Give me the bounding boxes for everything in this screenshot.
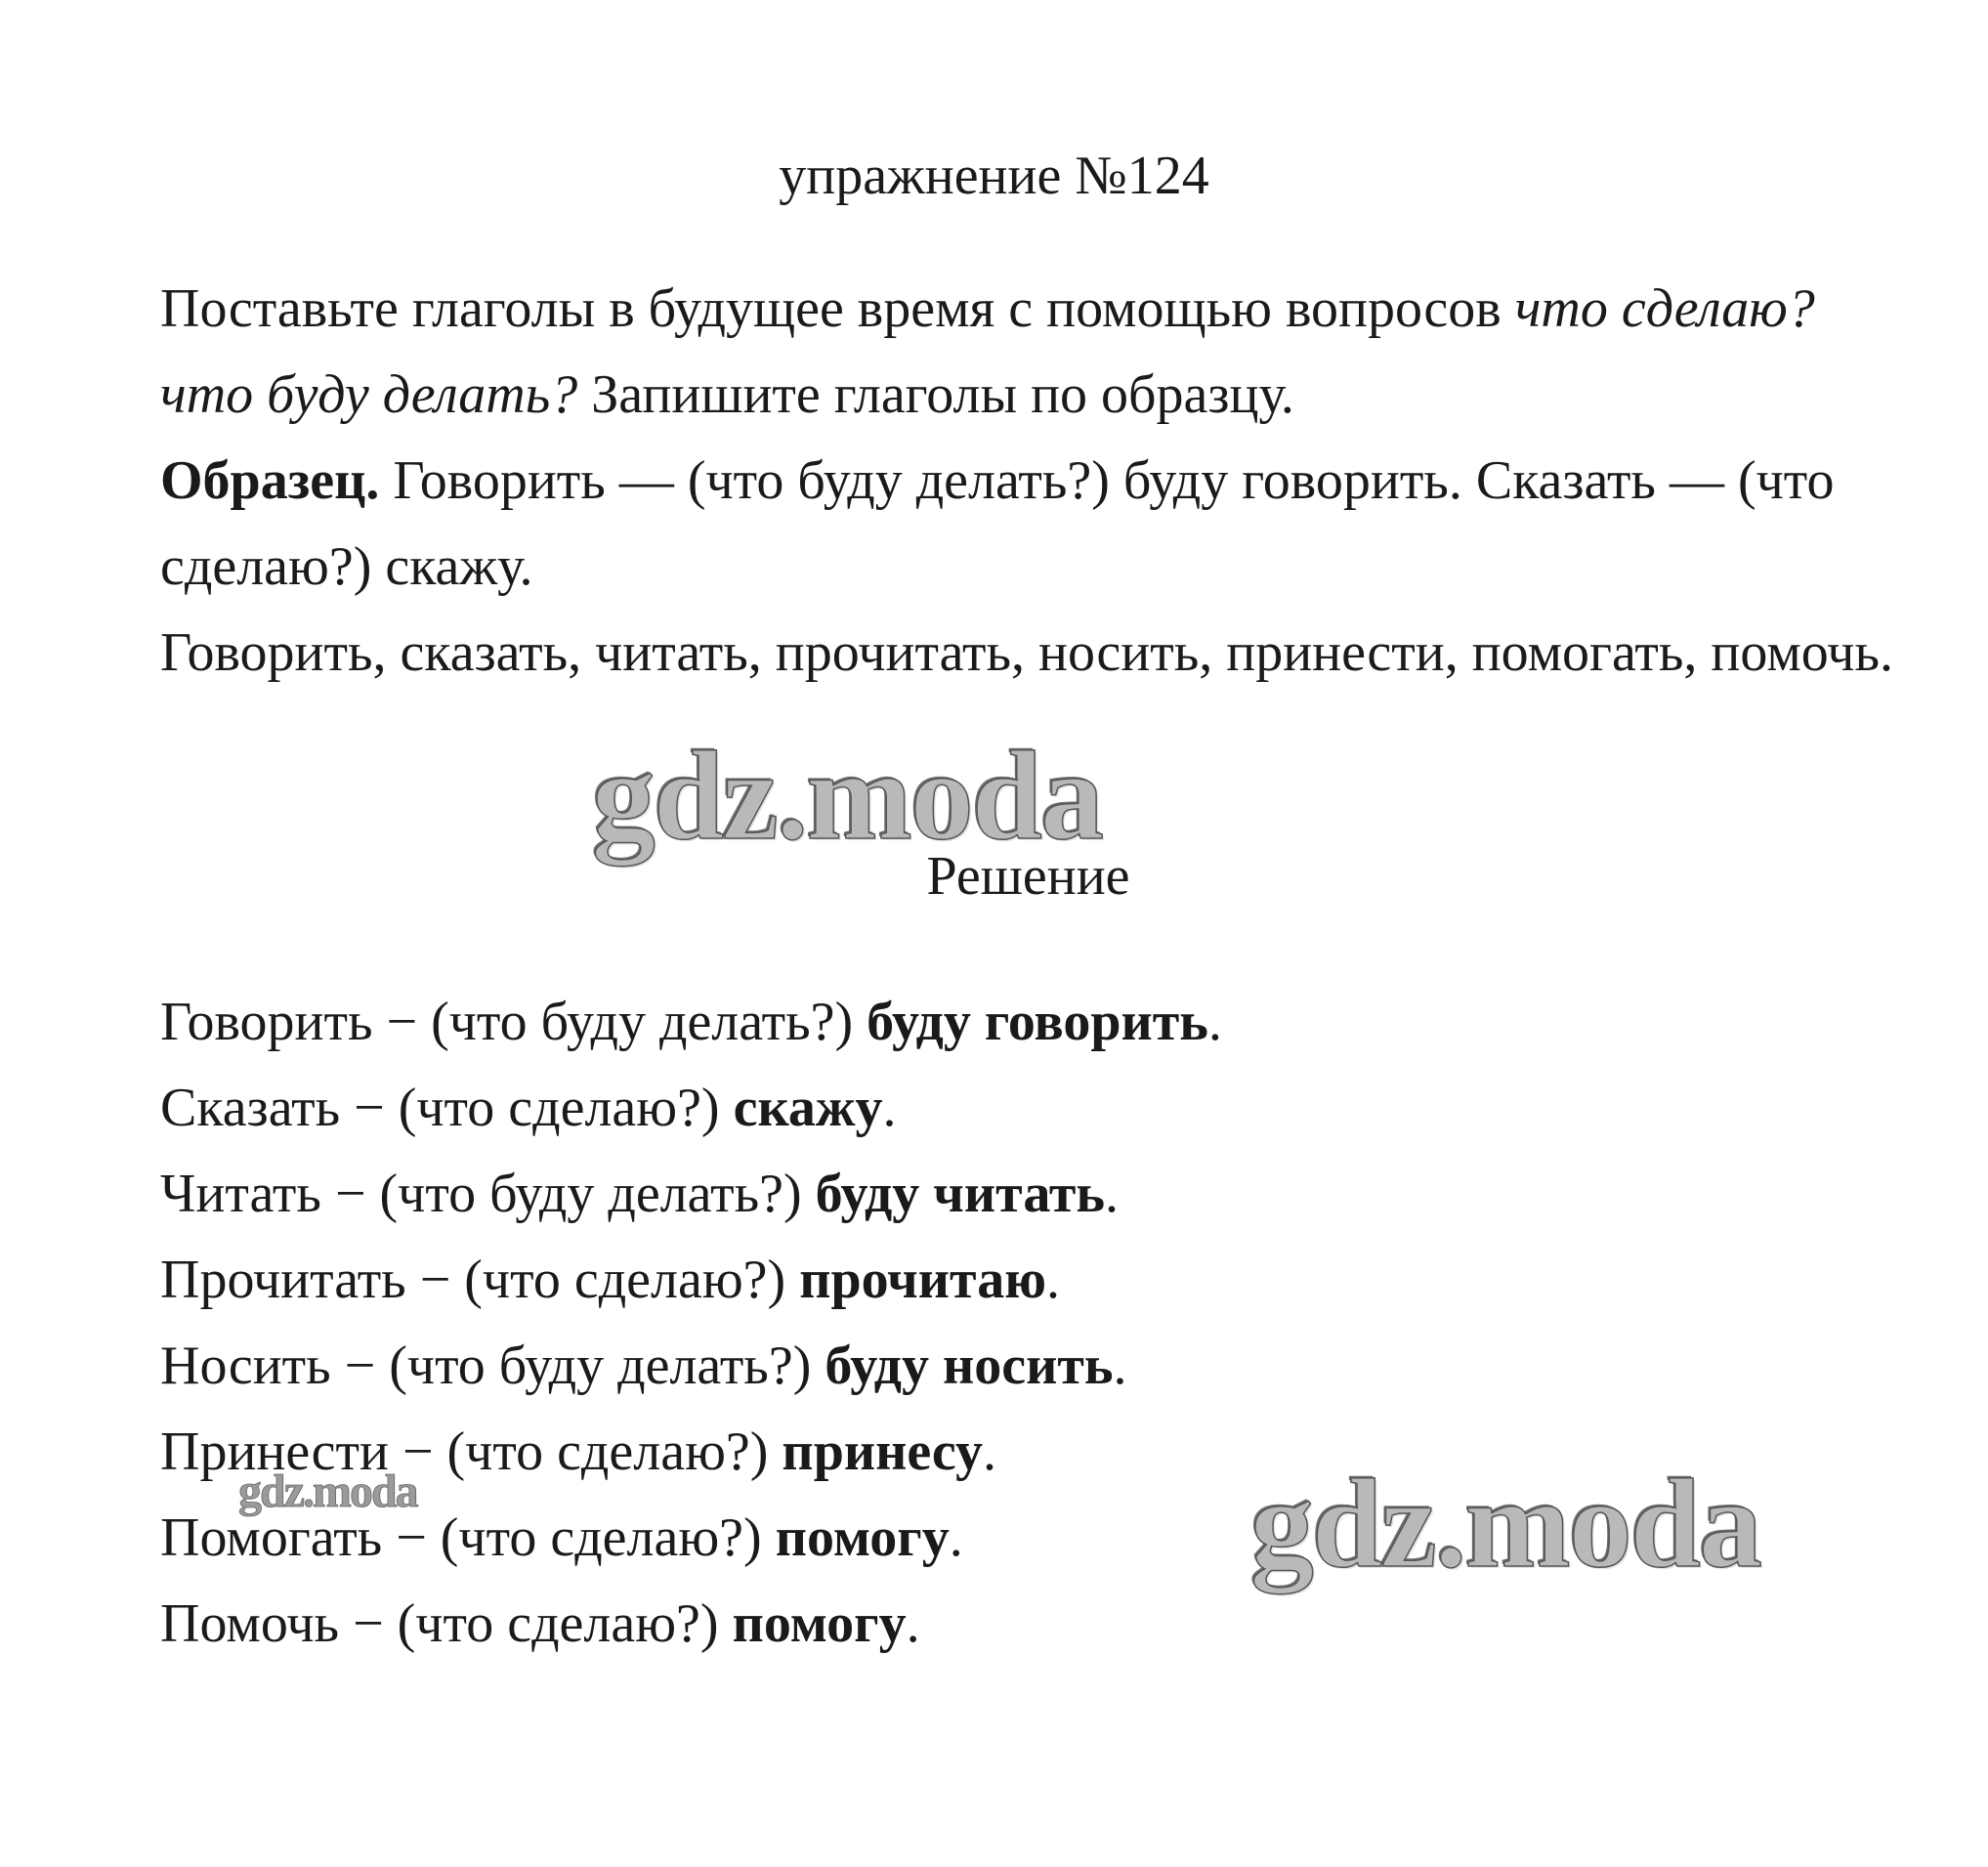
answer-result: скажу — [733, 1078, 883, 1138]
answer-line — [160, 1495, 1821, 1581]
instruction-questions: что сделаю? что буду делать? — [160, 278, 1815, 425]
answer-result: прочитаю — [799, 1250, 1046, 1310]
answer-line — [160, 979, 1821, 1065]
answer-verb: Помогать — [160, 1507, 383, 1568]
answer-end: . — [1207, 992, 1222, 1052]
answer-question: − (что сделаю?) — [340, 1078, 734, 1138]
answer-line — [160, 1581, 1821, 1667]
watermark-logo-small: gdz.moda — [238, 1465, 417, 1517]
task-block — [160, 266, 1899, 696]
answer-verb: Прочитать — [160, 1250, 406, 1310]
task-sample — [160, 438, 1899, 610]
answers-list — [160, 979, 1821, 1667]
answer-end: . — [1113, 1336, 1127, 1396]
answer-end: . — [949, 1507, 963, 1568]
answer-result: помогу — [775, 1507, 950, 1568]
answer-verb: Сказать — [160, 1078, 341, 1138]
answer-end: . — [882, 1078, 897, 1138]
answer-result: буду носить — [825, 1336, 1114, 1396]
answer-line — [160, 1151, 1821, 1237]
answer-verb: Носить — [160, 1336, 331, 1396]
answer-question: − (что сделаю?) — [388, 1421, 783, 1482]
answer-line — [160, 1065, 1821, 1151]
answer-line — [160, 1237, 1821, 1323]
instruction-text: Поставьте глаголы в будущее время с помощью вопросов — [160, 278, 1515, 339]
answer-question: − (что буду делать?) — [372, 992, 867, 1052]
answer-line — [160, 1323, 1821, 1409]
answer-verb: Читать — [160, 1164, 321, 1224]
instruction-text-end: Запишите глаголы по образцу. — [577, 364, 1294, 425]
answer-question: − (что буду делать?) — [330, 1336, 825, 1396]
task-instruction — [160, 266, 1899, 438]
answer-question: − (что сделаю?) — [382, 1507, 776, 1568]
solution-heading: Решение — [926, 846, 1130, 907]
answer-result: буду читать — [815, 1164, 1105, 1224]
answer-result: буду говорить — [867, 992, 1208, 1052]
answer-end: . — [983, 1421, 997, 1482]
answer-verb: Говорить — [160, 992, 373, 1052]
answer-end: . — [1045, 1250, 1060, 1310]
answer-question: − (что сделаю?) — [405, 1250, 800, 1310]
answer-end: . — [1105, 1164, 1119, 1224]
answer-question: − (что сделаю?) — [339, 1593, 733, 1654]
watermark-logo: gdz.moda — [592, 726, 1103, 867]
answer-question: − (что буду делать?) — [320, 1164, 816, 1224]
answer-verb: Принести — [160, 1421, 389, 1482]
sample-label: Образец. — [160, 450, 380, 511]
answer-result: помогу — [732, 1593, 907, 1654]
sample-text: Говорить — (что буду делать?) буду говорить. Сказать — (что сделаю?) скажу. — [160, 450, 1835, 597]
task-verbs: Говорить, сказать, читать, прочитать, носить, принести, помогать, помочь. — [160, 622, 1894, 683]
exercise-title: упражнение №124 — [779, 146, 1209, 206]
watermark-logo: gdz.moda — [1250, 1454, 1761, 1594]
answer-end: . — [906, 1593, 920, 1654]
answer-result: принесу — [782, 1421, 984, 1482]
answer-line — [160, 1409, 1821, 1495]
answer-verb: Помочь — [160, 1593, 340, 1654]
